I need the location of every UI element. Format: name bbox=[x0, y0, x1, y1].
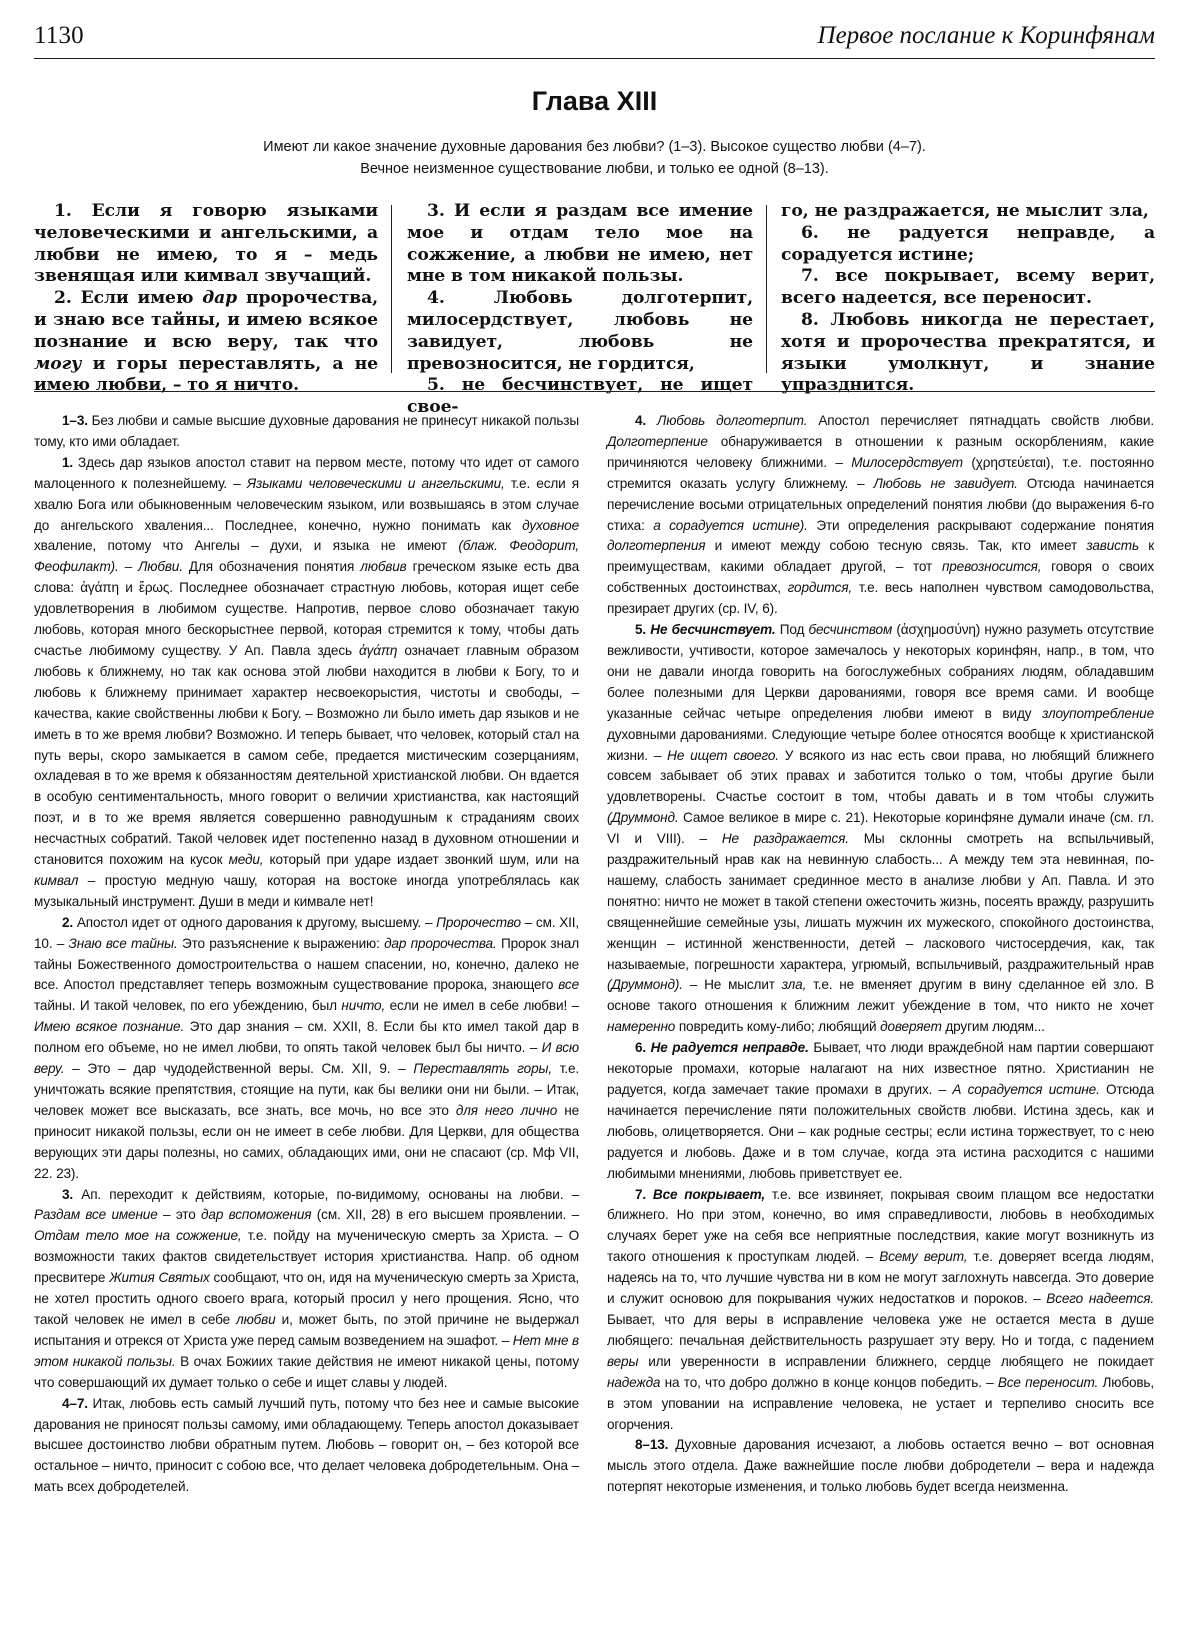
commentary-paragraph bbox=[607, 1185, 1154, 1436]
verse-ref: 3. bbox=[62, 1186, 74, 1202]
commentary-emphasis: духовное bbox=[522, 517, 579, 533]
commentary-text: Эти определения раскрывают содержание понятия bbox=[807, 517, 1155, 533]
commentary-text: т.е. не вменяет другим в вину сделанное ей зло. В основе такого отношения к ближним лежит убеждение в том, что никто не хочет bbox=[607, 977, 1155, 1014]
commentary-emphasis: Отдам тело мое на сожжение, bbox=[34, 1228, 242, 1244]
commentary-emphasis: намеренно bbox=[607, 1019, 676, 1035]
commentary-emphasis: дар пророчества. bbox=[384, 935, 497, 951]
commentary-text: другим людям... bbox=[941, 1019, 1045, 1035]
commentary-emphasis: Знаю все тайны. bbox=[68, 935, 178, 951]
commentary-emphasis: Всего надеется. bbox=[1046, 1291, 1155, 1307]
verse: 3. И если я раздам все имение мое и отдам тело мое на сожжение, а любви не имею, нет мне в том никакой пользы. bbox=[407, 201, 753, 287]
commentary-emphasis: (Друммонд). bbox=[607, 977, 683, 993]
commentary-text: Самое великое в мире с. 21). Некоторые коринфяне думали иначе (см. гл. VI и VIII). – bbox=[607, 810, 1154, 847]
commentary-text: говоря о своих собственных достоинствах, bbox=[607, 559, 1154, 596]
commentary-emphasis: Все переносит. bbox=[997, 1374, 1099, 1390]
verse bbox=[34, 288, 378, 397]
verse: 8. Любовь никогда не перестает, хотя и пророчества прекратятся, и языки умолкнут, и знание упразднится. bbox=[781, 309, 1155, 396]
commentary-text: Апостол идет от одного дарования к другому, высшему. – bbox=[73, 914, 437, 930]
commentary-text: (ἀσχημοσύνη) нужно разуметь отсутствие вежливости, учтивости, которое замечалось у некоторых коринфян, напр., в том, что они не давали иногда говорить на богослужебных собраниях людям, обладавшим более полезными для Церкви дарованиями, говоря все время сами. И вообще указанные сейчас четыре определения любви имеют в виду bbox=[607, 622, 1154, 721]
verse: 4. Любовь долготерпит, милосердствует, любовь не завидует, любовь не превозносится, не гордится, bbox=[407, 288, 753, 374]
commentary-emphasis: ἀγάπη bbox=[359, 642, 398, 658]
verse-continuation: го, не раздражается, не мыслит зла, bbox=[781, 201, 1149, 221]
commentary-emphasis: кимвал bbox=[34, 872, 79, 888]
commentary-emphasis: долготерпения bbox=[607, 538, 706, 554]
chapter-summary-line: Вечное неизменное существование любви, и только ее одной (8–13). bbox=[360, 161, 829, 177]
commentary-emphasis: А сорадуется истине. bbox=[952, 1082, 1100, 1097]
commentary-emphasis: дар вспоможения bbox=[201, 1207, 312, 1223]
commentary-text: Это разъяснение к выражению: bbox=[177, 935, 385, 951]
commentary-text: греческом языке есть два слова: ἀγάπη и ἔρως. Последнее обозначает страстную любовь, которая ищет себе удовлетворения в любимом существе. Напротив, первое слово обозначает такую любовь, которая много бескорыстнее первой, которая стремится к тому, чтобы дать счастье любимому существу. У Ап. Павла здесь bbox=[34, 559, 579, 658]
verse-ref: 5. bbox=[635, 622, 647, 638]
commentary-text: если не имел в себе любви! – bbox=[385, 998, 579, 1014]
verse-ref: 4. bbox=[635, 413, 647, 428]
commentary-emphasis: веры bbox=[607, 1353, 639, 1369]
commentary-paragraph bbox=[607, 1435, 1154, 1498]
commentary-text: – Это – дар чудодейственной веры. См. XII, 9. – bbox=[64, 1061, 414, 1077]
commentary-text: (см. XII, 28) в его высшем проявлении. – bbox=[311, 1207, 579, 1223]
verse-text: пророчества, и знаю все тайны, и имею всякое познание и всю веру, так что bbox=[34, 288, 378, 352]
chapter-summary-line: Имеют ли какое значение духовные дарования без любви? (1–3). Высокое существо любви (4–7). bbox=[263, 139, 926, 155]
commentary-text: Ап. переходит к действиям, которые, по-видимому, основаны на любви. – bbox=[73, 1186, 579, 1202]
commentary-text: т.е. пойду на мученическую смерть за Христа. – О возможности таких фактов свидетельствует история христианства. Напр. об одном пресвитере bbox=[34, 1228, 579, 1286]
commentary-text: т.е. уничтожать всякие препятствия, стоящие на пути, как бы велики они ни были. – Итак, человек может все высказать, все знать, все мочь, но все это bbox=[34, 1061, 579, 1118]
commentary-text: к преимуществам, какими обладает другой, – тот bbox=[607, 538, 1154, 575]
commentary-text: – Не мыслит bbox=[682, 977, 782, 993]
commentary-emphasis: гордится, bbox=[787, 580, 853, 596]
commentary-emphasis: Не бесчинствует. bbox=[646, 622, 776, 638]
commentary-text: т.е. все извиняет, покрывая своим плащом все недостатки ближнего. Но при этом, конечно, во имя справедливости, любовь в необходимых случаях берет уже на себя все неприятные последствия, какие могут возникнуть из такого отношения к проступкам людей. – bbox=[607, 1186, 1154, 1265]
scripture-column bbox=[407, 201, 753, 418]
commentary-column-left bbox=[34, 411, 579, 1498]
commentary-emphasis: Нет мне в этом никакой пользы. bbox=[34, 1332, 579, 1369]
chapter-title: Глава XIII bbox=[531, 86, 658, 116]
commentary-text: Итак, любовь есть самый лучший путь, потому что без нее и самые высокие дарования не приносят пользы самому, ими обладающему. Теперь апостол доказывает высшее достоинство любви обратным путем. Любовь – говорит он, – без которой все остальное – ничто, приносит с собою все, что делает человека добродетельным. Она – мать всех добродетелей. bbox=[34, 1395, 579, 1495]
commentary-emphasis: зла, bbox=[781, 977, 807, 993]
column-divider bbox=[766, 205, 767, 373]
running-title: Первое послание к Коринфянам bbox=[817, 22, 1155, 49]
commentary-emphasis: Долготерпение bbox=[607, 433, 708, 449]
commentary-emphasis: Всему верит, bbox=[879, 1249, 968, 1265]
commentary-emphasis: Милосердствует bbox=[851, 454, 963, 470]
commentary-emphasis: ничто, bbox=[341, 998, 386, 1014]
commentary-text: или уверенности в исправлении ближнего, сердце любящего не покидает bbox=[638, 1353, 1154, 1369]
commentary-text: Здесь дар языков апостол ставит на первом месте, потому что идет от самого малоценного к полезнейшему. – bbox=[34, 454, 579, 491]
commentary-column-right bbox=[607, 411, 1154, 1498]
commentary-text: – см. XII, 10. – bbox=[34, 914, 579, 951]
commentary-text: Духовные дарования исчезают, а любовь остается вечно – вот основная мысль этого отдела. Даже важнейшие после любви добродетели – вера и надежда потерпят некоторые изменения, и только любовь будет всегда неизменна. bbox=[607, 1437, 1154, 1495]
verse-ref: 1. bbox=[62, 454, 74, 470]
commentary-text: и имеют между собою тесную связь. Так, кто имеет bbox=[705, 538, 1087, 554]
commentary-text: сообщают, что он, идя на мученическую смерть за Христа, не хотел простить одного своего врага, который просил у него прощения. Ясно, что такой человек не имел в себе bbox=[34, 1270, 579, 1327]
scripture-column bbox=[34, 201, 378, 396]
commentary-emphasis: все bbox=[558, 977, 579, 993]
commentary-emphasis: Все покрывает, bbox=[646, 1186, 765, 1202]
commentary-text: тайны. И такой человек, по его убеждению, был bbox=[34, 998, 342, 1014]
verse: 1. Если я говорю языками человеческими и ангельскими, а любви не имею, то я – медь звенящая или кимвал звучащий. bbox=[34, 201, 378, 287]
commentary-text: Мы склонны смотреть на вспыльчивый, раздражительный нрав как на невинную слабость... А между тем эта невинная, по-нашему, слабость занимает срединное место в анализе любви у Ап. Павла. И это понятно: ничто не может в такой степени ожесточить жизнь, посеять вражду, разрушить священнейшие семейные узы, лишать мужчин их мужеского, спокойного достоинства, женщин – истинной женственности, детей – ласкового чистосердечия, как, так называемые, погрешности характера, угрюмый, вспыльчивый, раздражительный нрав bbox=[607, 831, 1154, 972]
commentary-emphasis: для него лично bbox=[455, 1102, 558, 1118]
commentary-emphasis: Пророчество bbox=[436, 914, 521, 930]
commentary-text: Апостол перечисляет пятнадцать свойств любви. bbox=[807, 413, 1154, 428]
commentary-text: повредить кому-либо; любящий bbox=[675, 1019, 881, 1035]
verse-ref: 1–3. bbox=[62, 413, 88, 428]
commentary-text: т.е. весь наполнен чувством самодовольства, презирает других (ср. IV, 6). bbox=[607, 580, 1154, 617]
commentary-text: У всякого из нас есть свои права, но любящий ближнего совсем забывает об этих правах и заботится только о том, чтобы другие были удовлетворены. Счастье состоит в том, чтобы давать и в том чтобы служить bbox=[607, 747, 1154, 805]
commentary-emphasis: Раздам все имение bbox=[34, 1207, 158, 1223]
commentary-text: Отсюда начинается перечисление восьми отрицательных определений понятия любви (до выражения 6-го стиха: bbox=[607, 475, 1154, 533]
commentary-text: – простую медную чашу, которая на востоке иногда употреблялась как музыкальный инструмент. Души в меди и кимвале нет! bbox=[34, 872, 579, 909]
commentary-text: и, может быть, по этой причине не выдержал испытания и отрекся от Христа уже перед самым возведением на эшафот. – bbox=[34, 1311, 579, 1348]
commentary-emphasis: Имею всякое познание. bbox=[34, 1019, 185, 1035]
commentary-text: который при ударе издает звонкий шум, или на bbox=[263, 852, 579, 868]
commentary-text: духовными дарованиями. Следующие четыре более относятся вообще к христианской жизни. – bbox=[607, 726, 1154, 763]
commentary-emphasis: меди, bbox=[228, 852, 264, 868]
commentary-paragraph bbox=[34, 453, 579, 913]
verse-emphasis: дар bbox=[202, 288, 238, 309]
commentary-emphasis: злоупотребление bbox=[1042, 705, 1154, 721]
verse-ref: 6. bbox=[635, 1040, 647, 1056]
commentary-emphasis: Не раздражается. bbox=[721, 831, 849, 847]
verse: 5. не бесчинствует, не ищет свое- bbox=[407, 375, 753, 418]
verse: 7. все покрывает, всему верит, всего надеется, все переносит. bbox=[781, 266, 1155, 309]
commentary-paragraph bbox=[607, 620, 1154, 1038]
section-divider bbox=[34, 391, 1155, 392]
commentary-paragraph bbox=[607, 1038, 1154, 1184]
running-header bbox=[34, 16, 1155, 59]
verse-emphasis: могу bbox=[34, 353, 82, 374]
page-number: 1130 bbox=[34, 22, 84, 49]
verse-ref: 7. bbox=[635, 1186, 647, 1202]
commentary-text: Для обозначения понятия bbox=[182, 559, 361, 575]
commentary-emphasis: Переставлять горы, bbox=[413, 1061, 552, 1077]
verse-ref: 8–13. bbox=[635, 1437, 669, 1453]
commentary-text: обнаруживается в отношении к разным оскорблениям, какие причиняются человеку ближними. – bbox=[607, 433, 1154, 470]
commentary-emphasis: И всю веру. bbox=[34, 1040, 579, 1077]
commentary-text: Под bbox=[775, 622, 809, 638]
commentary-text: (χρηστεύεται), т.е. постоянно стремится оказать услугу ближнему. – bbox=[607, 454, 1154, 491]
chapter-summary bbox=[140, 136, 1049, 180]
commentary-emphasis: доверяет bbox=[880, 1019, 942, 1035]
scripture-column bbox=[781, 201, 1155, 396]
commentary-text: Любовь, в этом уповании на исправление человека, не устает и терпеливо сносить все огорчения. bbox=[607, 1374, 1154, 1432]
commentary-text: хваление, потому что Ангелы – духи, и языка не имеют bbox=[34, 538, 459, 554]
commentary-text: В очах Божиих такие действия не имеют никакой цены, потому что совершающий их думает только о себе и ищет славы у людей. bbox=[34, 1353, 579, 1390]
commentary-paragraph bbox=[34, 411, 579, 453]
commentary-text: – это bbox=[157, 1207, 202, 1223]
commentary-text: Бывает, что люди враждебной нам партии совершают некоторые промахи, которые налагают на них известное пятно. Христианин не радуется, когда замечает такие промахи в других. – bbox=[607, 1040, 1154, 1097]
column-divider bbox=[391, 205, 392, 373]
verse-text: 2. Если имею bbox=[54, 288, 203, 309]
commentary-emphasis: Жития Святых bbox=[109, 1270, 210, 1286]
commentary-emphasis: а сорадуется истине). bbox=[653, 517, 808, 533]
commentary-text: т.е. если я хвалю Бога или обыкновенным человеческим языком, или возвышаясь в этом случае до ангельского хваления... Последнее, конечно, нужно понимать как bbox=[34, 475, 579, 533]
commentary-paragraph bbox=[34, 913, 579, 1185]
scripture-text bbox=[34, 201, 1155, 418]
commentary-emphasis: любви bbox=[236, 1311, 276, 1327]
commentary-emphasis: превозносится, bbox=[941, 559, 1042, 575]
verse-ref: 2. bbox=[62, 914, 74, 930]
commentary-paragraph bbox=[34, 1394, 579, 1499]
commentary-text: означает главным образом любовь к ближнему, но так как основа этой любви находится в любви к Богу, то и любовь к ближнему принимает характер несвоекорыстия, чистоты и свободы, – качества, какие свойственны любви к Богу. – Возможно ли было иметь дар языков и не иметь в то же время любви? Возможно. И теперь бывает, что человек, который стал на путь веры, скоро замыкается в самом себе, предается мистическим созерцаниям, охладевая в то же время к обязанностям деятельной христианской любви. Он вдается в особую сентиментальность, много говорит о величии христианства, как настоящий поэт, и в то же время является совершенно равнодушным к страданиям своих несчастных собратий. Такой человек идет постепенно назад в духовном отношении и становится похожим на кусок bbox=[34, 642, 579, 868]
verse: 6. не радуется неправде, а сорадуется истине; bbox=[781, 222, 1155, 265]
commentary-paragraph bbox=[607, 411, 1154, 620]
commentary-emphasis: Любовь долготерпит. bbox=[646, 413, 808, 428]
commentary-emphasis: любвив bbox=[360, 559, 407, 575]
verse-ref: 4–7. bbox=[62, 1395, 88, 1411]
commentary-text: т.е. доверяет всегда людям, надеясь на то, что лучшие чувства ни в ком не могут заглохнуть навсегда. Это доверие и служит основою для покрывания чужих недостатков и пороков. – bbox=[607, 1249, 1154, 1307]
verse-text: и горы переставлять, а не имею любви, – то я ничто. bbox=[34, 353, 378, 396]
commentary-text: на то, что добро должно в конце концов победить. – bbox=[660, 1374, 998, 1390]
commentary-text: не приносит никакой пользы, если он не имеет в себе любви. Для Церкви, для общества верующих эти дары полезны, но самих, обладающих ими, они не спасают (ср. Мф VII, 22. 23). bbox=[34, 1102, 580, 1181]
commentary-emphasis: (Друммонд. bbox=[607, 810, 679, 826]
commentary-paragraph bbox=[34, 1185, 579, 1394]
commentary-emphasis: Языками человеческими и ангельскими, bbox=[246, 475, 505, 491]
commentary-emphasis: зависть bbox=[1086, 538, 1139, 554]
commentary-text: Пророк знал тайны Божественного домостроительства о нашем спасении, но, конечно, далеко не все. Апостол представляет теперь возможным существование пророка, знающего bbox=[34, 935, 579, 993]
commentary-emphasis: бесчинством bbox=[808, 622, 893, 638]
commentary-emphasis: Любовь не завидует. bbox=[873, 475, 1018, 491]
commentary-emphasis: надежда bbox=[607, 1374, 661, 1390]
commentary-text: Это дар знания – см. XXII, 8. Если бы кто имел такой дар в полном его объеме, но не имел любви, то опять такой человек был бы ничто. – bbox=[34, 1019, 579, 1056]
commentary-text: Без любви и самые высшие духовные дарования не принесут никакой пользы тому, кто ими обладает. bbox=[34, 413, 579, 449]
commentary-emphasis: (блаж. Феодорит, Феофилакт). – Любви. bbox=[34, 538, 579, 575]
commentary-text: Отсюда начинается перечисление пяти положительных свойств любви. Истина здесь, как и любовь, олицетворяется. Они – как родные сестры; если истина торжествует, то с нею радуется и любовь. Даже и в том случае, когда эта истина расходится с нашими любимыми мнениями, любовь приветствует ее. bbox=[607, 1082, 1154, 1181]
commentary-text: Бывает, что для веры в исправление человека уже не остается места в душе любящего: печальная действительность разрушает эту веру. Но и тогда, с падением bbox=[607, 1311, 1154, 1348]
commentary-emphasis: Не ищет своего. bbox=[667, 747, 779, 763]
commentary-emphasis: Не радуется неправде. bbox=[646, 1040, 809, 1056]
